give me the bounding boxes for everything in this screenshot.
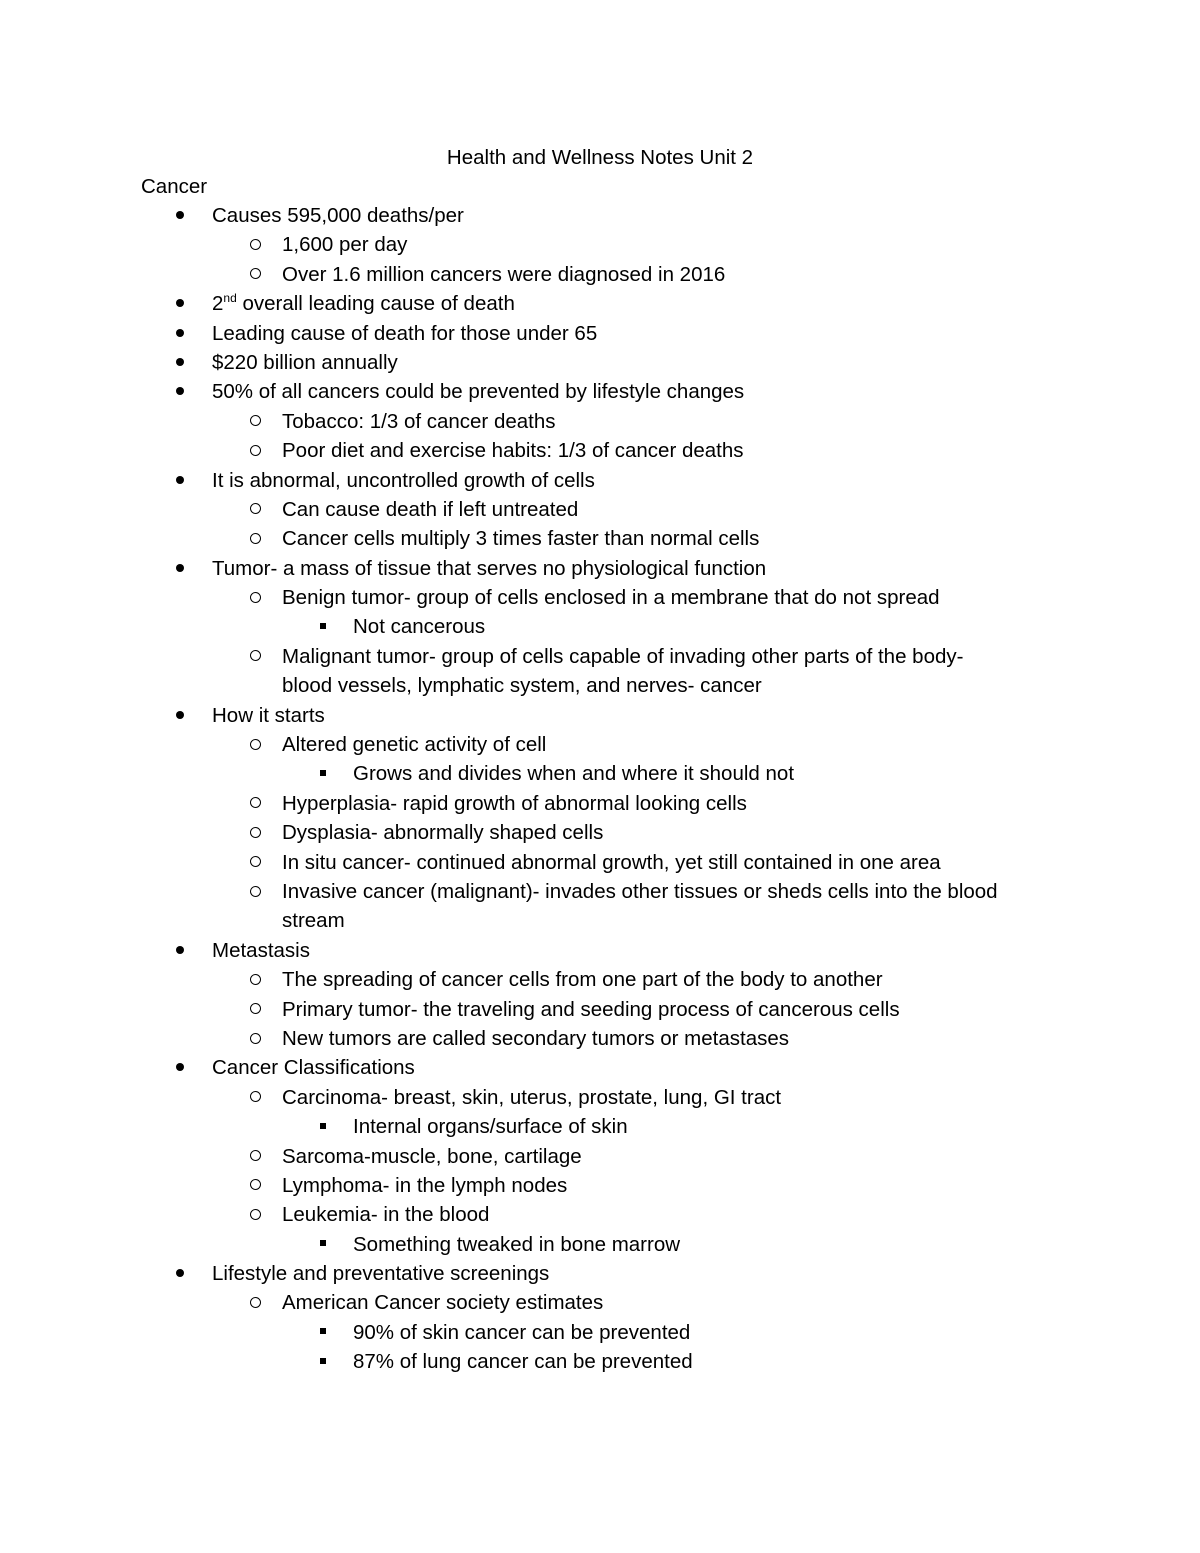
list-item — [0, 701, 1200, 730]
list-item-text: $220 billion annually — [212, 350, 398, 374]
list-item-text: 90% of skin cancer can be prevented — [353, 1320, 691, 1344]
list-item — [0, 583, 1200, 612]
list-item-text: Benign tumor- group of cells enclosed in a membrane that do not spread — [282, 586, 940, 610]
list-item — [0, 524, 1200, 553]
notes-list — [0, 201, 1200, 1377]
list-item-text: Lymphoma- in the lymph nodes — [282, 1173, 568, 1197]
square-bullet-icon — [313, 1230, 333, 1259]
bullet-icon — [168, 466, 192, 495]
bullet-icon — [168, 1053, 192, 1082]
list-item — [0, 965, 1200, 994]
list-item — [0, 407, 1200, 436]
circle-bullet-icon — [243, 1288, 267, 1317]
list-item-text: 2nd overall leading cause of death — [212, 291, 515, 316]
circle-bullet-icon — [243, 877, 267, 906]
list-item — [0, 789, 1200, 818]
square-bullet-icon — [313, 1347, 333, 1376]
bullet-icon — [168, 554, 192, 583]
list-item — [0, 466, 1200, 495]
circle-bullet-icon — [243, 260, 267, 289]
list-item — [0, 1318, 1200, 1347]
list-item — [0, 377, 1200, 406]
list-item — [0, 642, 1200, 671]
list-item — [0, 759, 1200, 788]
bullet-icon — [168, 936, 192, 965]
list-item-text: stream — [282, 909, 345, 933]
square-bullet-icon — [313, 1112, 333, 1141]
circle-bullet-icon — [243, 230, 267, 259]
bullet-icon — [168, 201, 192, 230]
list-item-text: blood vessels, lymphatic system, and nerves- cancer — [282, 674, 762, 698]
circle-bullet-icon — [243, 1083, 267, 1112]
list-item-text: Tobacco: 1/3 of cancer deaths — [282, 409, 556, 433]
list-item-text: Leukemia- in the blood — [282, 1203, 490, 1227]
circle-bullet-icon — [243, 1200, 267, 1229]
list-item — [0, 289, 1200, 318]
list-item — [0, 848, 1200, 877]
circle-bullet-icon — [243, 730, 267, 759]
circle-bullet-icon — [243, 1024, 267, 1053]
list-item-text: The spreading of cancer cells from one part of the body to another — [282, 968, 883, 992]
square-bullet-icon — [313, 759, 333, 788]
list-item — [0, 995, 1200, 1024]
list-item-text: Cancer Classifications — [212, 1056, 415, 1080]
list-item — [0, 671, 1200, 700]
circle-bullet-icon — [243, 524, 267, 553]
list-item — [0, 1288, 1200, 1317]
list-item — [0, 230, 1200, 259]
circle-bullet-icon — [243, 583, 267, 612]
document-title: Health and Wellness Notes Unit 2 — [446, 146, 754, 169]
circle-bullet-icon — [243, 818, 267, 847]
list-item — [0, 936, 1200, 965]
list-item-text: Metastasis — [212, 938, 310, 962]
circle-bullet-icon — [243, 642, 267, 671]
circle-bullet-icon — [243, 965, 267, 994]
list-item — [0, 495, 1200, 524]
circle-bullet-icon — [243, 1142, 267, 1171]
circle-bullet-icon — [243, 848, 267, 877]
list-item-text: In situ cancer- continued abnormal growth, yet still contained in one area — [282, 850, 941, 874]
list-item-text: Causes 595,000 deaths/per — [212, 204, 464, 227]
list-item — [0, 348, 1200, 377]
list-item-text: Poor diet and exercise habits: 1/3 of cancer deaths — [282, 439, 744, 463]
list-item-text: Carcinoma- breast, skin, uterus, prostate, lung, GI tract — [282, 1085, 782, 1109]
list-item-text: How it starts — [212, 703, 325, 727]
list-item — [0, 1083, 1200, 1112]
list-item — [0, 1053, 1200, 1082]
list-item-text: Sarcoma-muscle, bone, cartilage — [282, 1144, 582, 1168]
list-item — [0, 730, 1200, 759]
list-item — [0, 554, 1200, 583]
list-item — [0, 1347, 1200, 1376]
list-item — [0, 201, 1200, 230]
bullet-icon — [168, 1259, 192, 1288]
list-item-text: 87% of lung cancer can be prevented — [353, 1350, 693, 1374]
list-item-text: It is abnormal, uncontrolled growth of cells — [212, 468, 595, 492]
list-item-text: Leading cause of death for those under 65 — [212, 321, 598, 345]
bullet-icon — [168, 319, 192, 348]
list-item-text: New tumors are called secondary tumors or metastases — [282, 1026, 790, 1050]
list-item — [0, 1024, 1200, 1053]
circle-bullet-icon — [243, 789, 267, 818]
list-item-text: Grows and divides when and where it should not — [353, 762, 795, 786]
list-item-text: Tumor- a mass of tissue that serves no physiological function — [212, 556, 767, 580]
square-bullet-icon — [313, 1318, 333, 1347]
list-item — [0, 877, 1200, 906]
bullet-icon — [168, 348, 192, 377]
circle-bullet-icon — [243, 995, 267, 1024]
list-item-text: Dysplasia- abnormally shaped cells — [282, 821, 604, 845]
list-item-text: Internal organs/surface of skin — [353, 1115, 628, 1139]
list-item-text: 1,600 per day — [282, 233, 408, 257]
list-item-text: Invasive cancer (malignant)- invades other tissues or sheds cells into the blood — [282, 879, 998, 903]
circle-bullet-icon — [243, 1171, 267, 1200]
list-item — [0, 1200, 1200, 1229]
bullet-icon — [168, 701, 192, 730]
list-item-text: Malignant tumor- group of cells capable of invading other parts of the body- — [282, 644, 964, 668]
bullet-icon — [168, 289, 192, 318]
list-item — [0, 1259, 1200, 1288]
list-item-text: Something tweaked in bone marrow — [353, 1232, 681, 1256]
square-bullet-icon — [313, 612, 333, 641]
list-item-text: Lifestyle and preventative screenings — [212, 1262, 550, 1286]
list-item-text: Over 1.6 million cancers were diagnosed in 2016 — [282, 262, 726, 286]
list-item-text: Primary tumor- the traveling and seeding process of cancerous cells — [282, 997, 900, 1021]
list-item-text: Cancer cells multiply 3 times faster than normal cells — [282, 527, 760, 551]
list-item-text: Can cause death if left untreated — [282, 497, 579, 521]
list-item — [0, 260, 1200, 289]
list-item — [0, 436, 1200, 465]
list-item — [0, 1230, 1200, 1259]
section-heading: Cancer — [141, 175, 208, 198]
list-item — [0, 612, 1200, 641]
bullet-icon — [168, 377, 192, 406]
list-item-text: 50% of all cancers could be prevented by lifestyle changes — [212, 380, 745, 404]
list-item-text: Altered genetic activity of cell — [282, 733, 547, 757]
list-item — [0, 818, 1200, 847]
list-item — [0, 1142, 1200, 1171]
list-item — [0, 906, 1200, 935]
circle-bullet-icon — [243, 436, 267, 465]
list-item — [0, 1171, 1200, 1200]
list-item-text: Hyperplasia- rapid growth of abnormal looking cells — [282, 791, 747, 815]
list-item — [0, 1112, 1200, 1141]
circle-bullet-icon — [243, 495, 267, 524]
circle-bullet-icon — [243, 407, 267, 436]
list-item — [0, 319, 1200, 348]
list-item-text: American Cancer society estimates — [282, 1291, 604, 1315]
list-item-text: Not cancerous — [353, 615, 486, 639]
